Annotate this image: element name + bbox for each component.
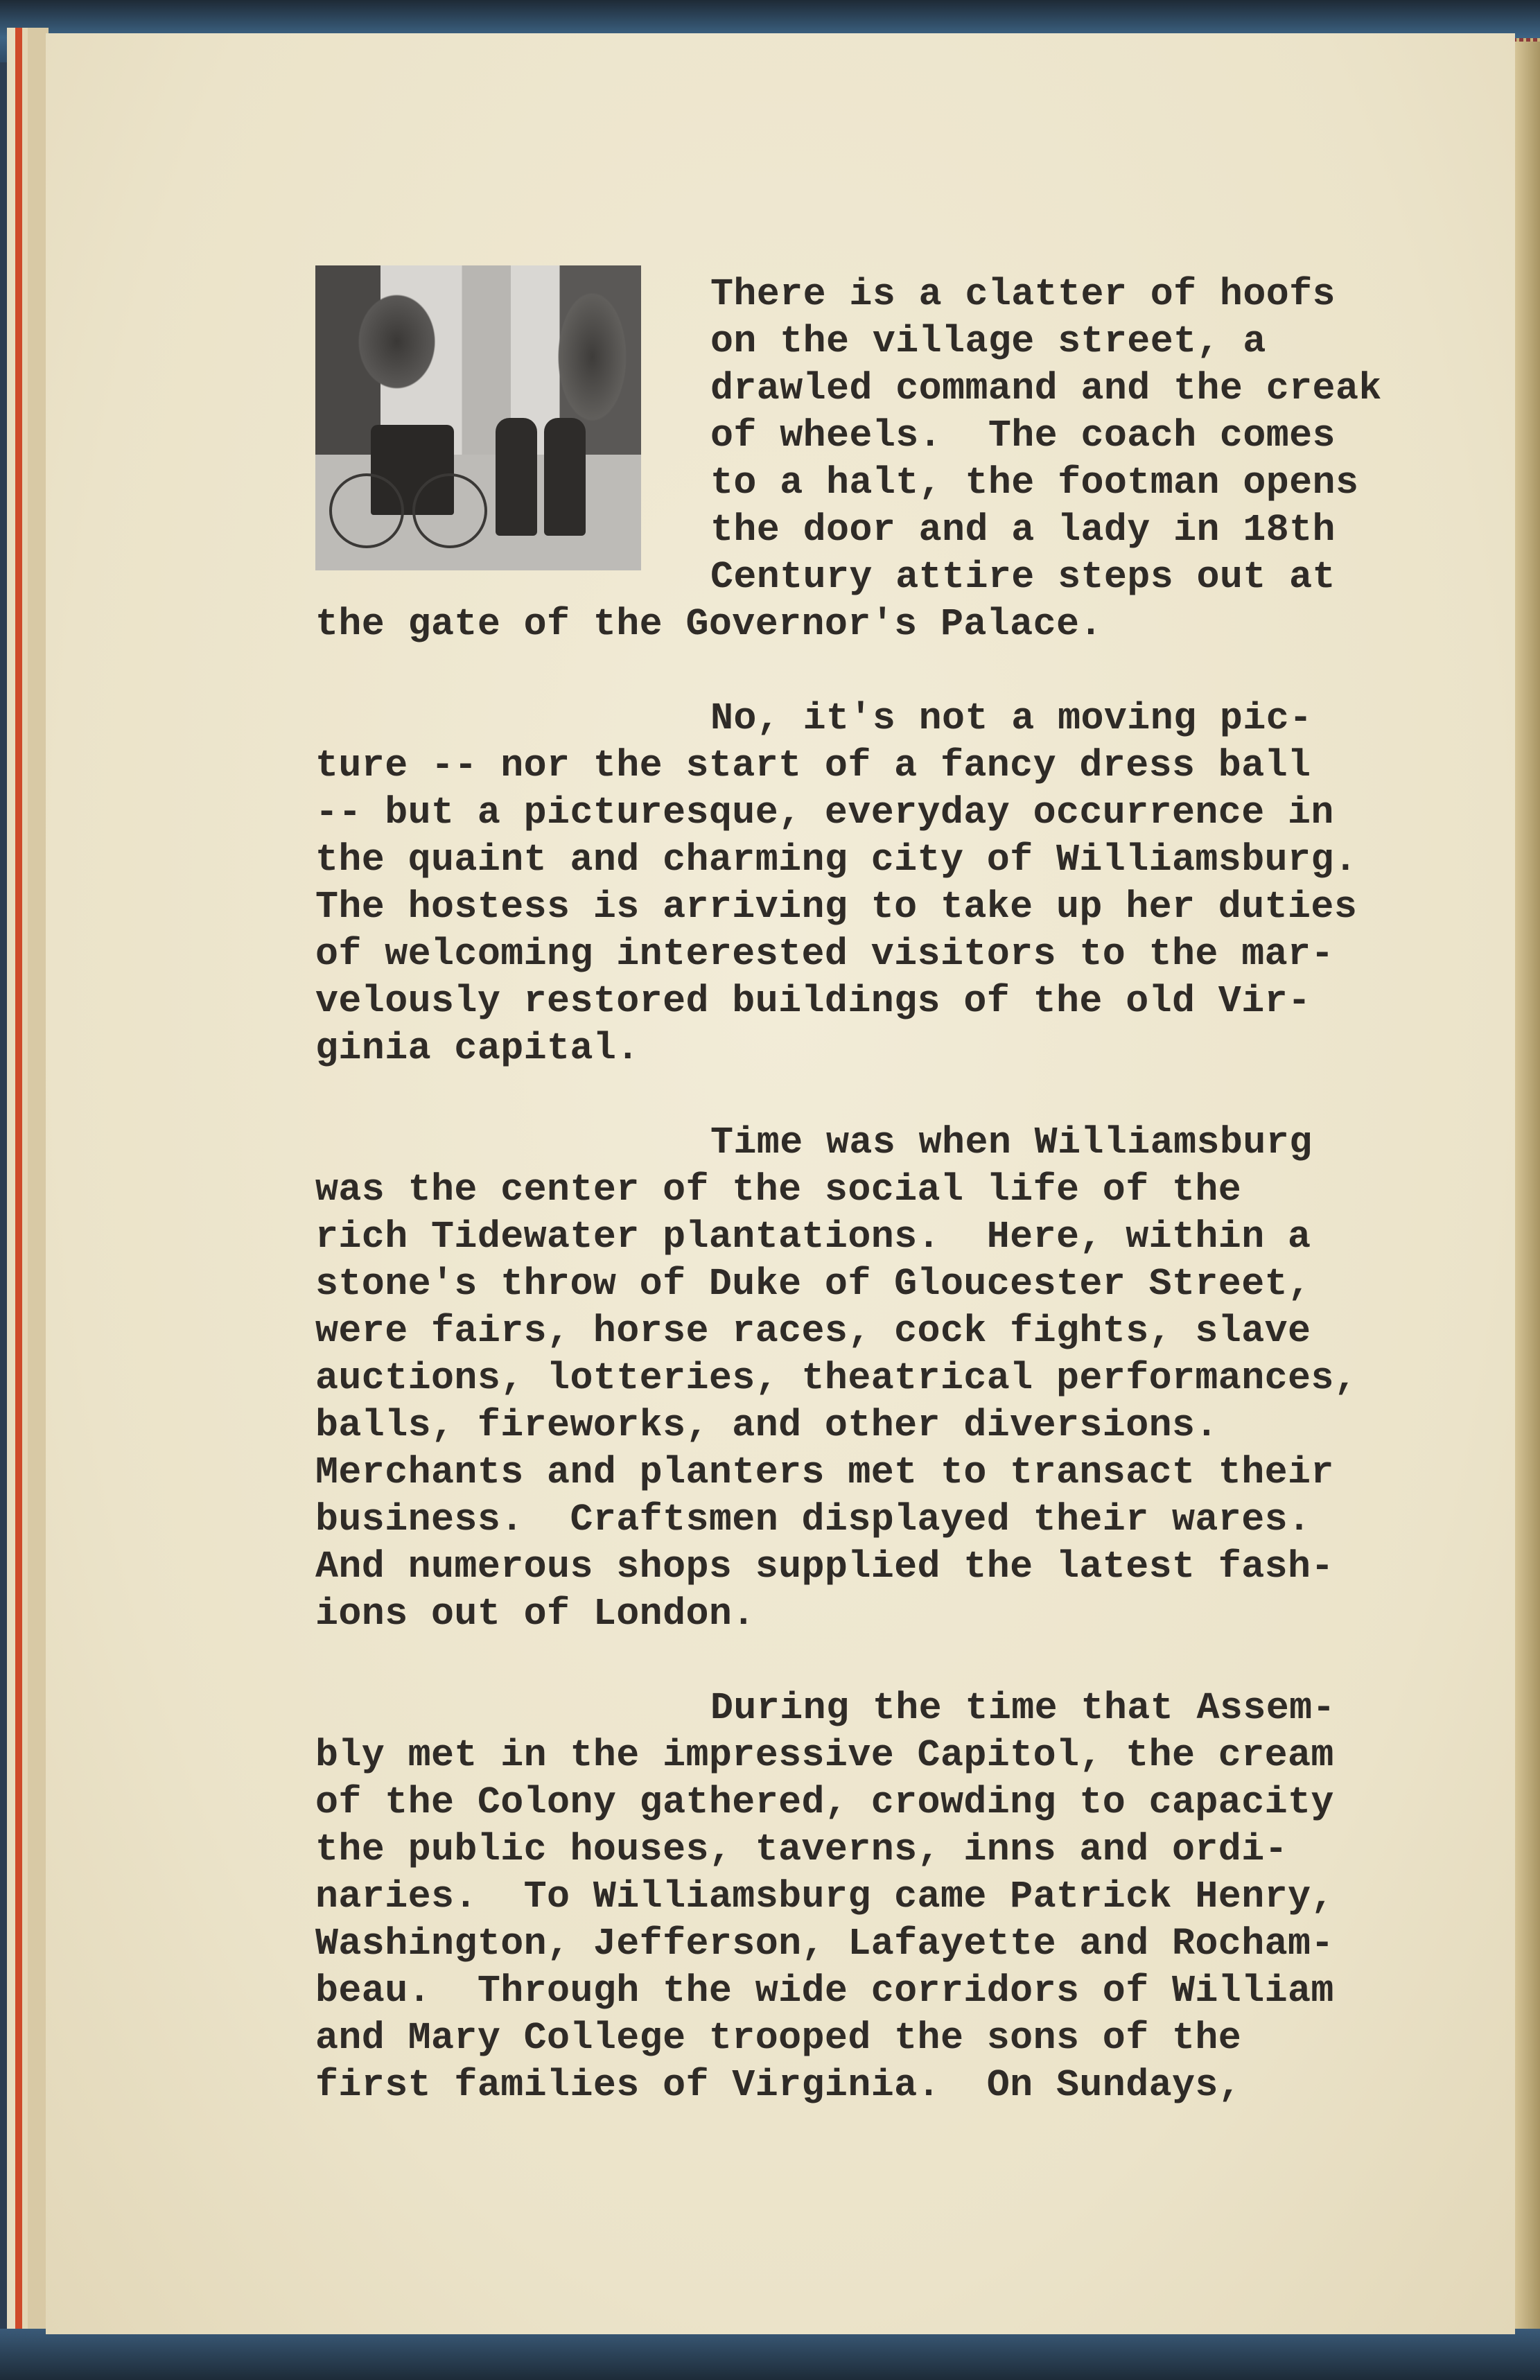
- text-line: ture -- nor the start of a fancy dress ball: [315, 744, 1311, 787]
- text-line: the gate of the Governor's Palace.: [315, 602, 1103, 646]
- text-line: drawled command and the creak: [710, 367, 1382, 410]
- page-edges-left: [7, 28, 49, 2343]
- text-line: Merchants and planters met to transact their: [315, 1451, 1334, 1494]
- text-line: were fairs, horse races, cock fights, slave: [315, 1309, 1311, 1353]
- paragraph-gap: [315, 1638, 1459, 1685]
- text-line: the door and a lady in 18th: [710, 508, 1336, 552]
- text-line: And numerous shops supplied the latest fash-: [315, 1545, 1334, 1589]
- text-line: rich Tidewater plantations. Here, within a: [315, 1215, 1311, 1259]
- text-line: There is a clatter of hoofs: [710, 272, 1336, 316]
- text-line: business. Craftsmen displayed their wares.: [315, 1498, 1311, 1541]
- text-line: first families of Virginia. On Sundays,: [315, 2063, 1242, 2107]
- text-line: to a halt, the footman opens: [710, 461, 1359, 505]
- text-line: velously restored buildings of the old Vir-: [315, 979, 1311, 1023]
- paragraph-gap: [315, 1072, 1459, 1119]
- text-line: During the time that Assem-: [710, 1686, 1336, 1730]
- text-line: of welcoming interested visitors to the mar-: [315, 932, 1334, 976]
- text-line: beau. Through the wide corridors of William: [315, 1969, 1334, 2013]
- text-line: of the Colony gathered, crowding to capacity: [315, 1780, 1334, 1824]
- text-line: of wheels. The coach comes: [710, 414, 1336, 457]
- book-cover-bottom: [0, 2329, 1540, 2380]
- text-line: auctions, lotteries, theatrical performances,: [315, 1356, 1358, 1400]
- text-line: The hostess is arriving to take up her duties: [315, 885, 1358, 929]
- text-line: and Mary College trooped the sons of the: [315, 2016, 1242, 2060]
- text-line: Century attire steps out at: [710, 555, 1336, 599]
- text-line: Washington, Jefferson, Lafayette and Rocham-: [315, 1922, 1334, 1966]
- text-line: naries. To Williamsburg came Patrick Henry,: [315, 1875, 1334, 1918]
- body-text: [315, 271, 1459, 2109]
- text-line: was the center of the social life of the: [315, 1168, 1242, 1211]
- text-line: -- but a picturesque, everyday occurrence in: [315, 791, 1334, 834]
- paragraph-gap: [315, 648, 1459, 695]
- text-line: on the village street, a: [710, 320, 1266, 363]
- text-line: the quaint and charming city of Williamsburg.: [315, 838, 1358, 882]
- text-line: No, it's not a moving pic-: [710, 697, 1313, 740]
- text-line: bly met in the impressive Capitol, the cream: [315, 1733, 1334, 1777]
- text-line: ginia capital.: [315, 1026, 640, 1070]
- text-line: ions out of London.: [315, 1592, 755, 1636]
- text-line: Time was when Williamsburg: [710, 1121, 1313, 1164]
- text-line: the public houses, taverns, inns and ordi-: [315, 1828, 1288, 1871]
- text-line: stone's throw of Duke of Gloucester Street,: [315, 1262, 1311, 1306]
- text-line: balls, fireworks, and other diversions.: [315, 1403, 1218, 1447]
